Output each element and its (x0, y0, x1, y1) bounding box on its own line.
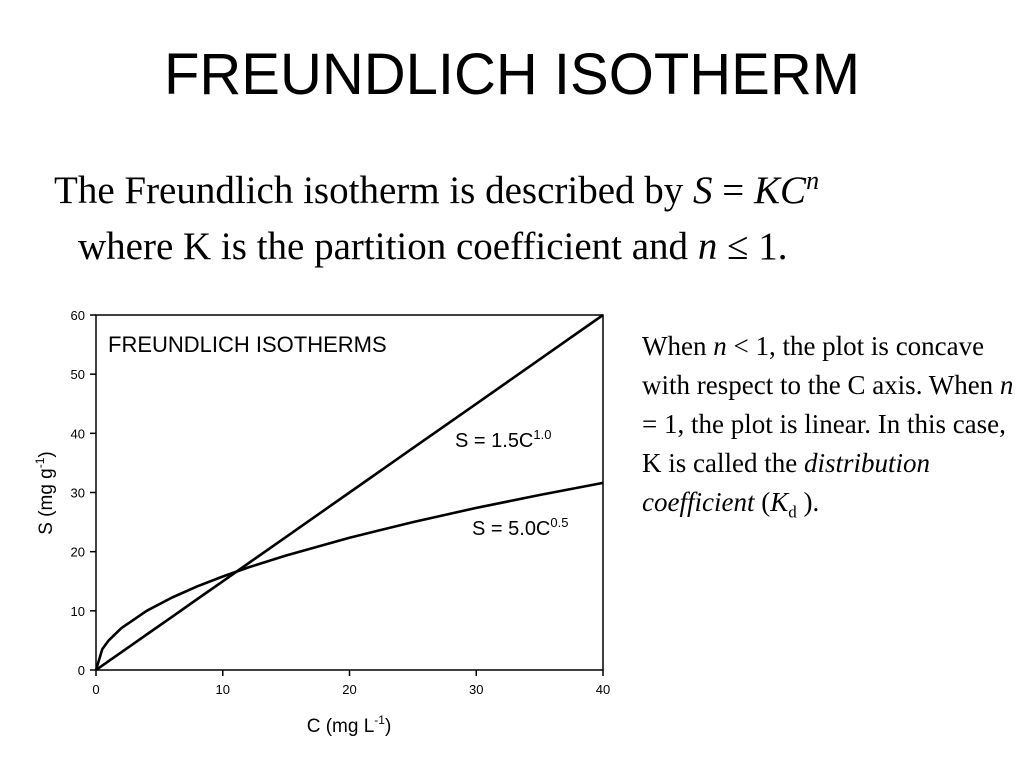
note-term: distribution coefficient (642, 448, 930, 517)
series-label-linear-main: S = 1.5C (455, 430, 534, 452)
series-label-linear-sup: 1.0 (533, 427, 552, 442)
note-k-subscript: d (788, 502, 797, 522)
note-part-1: When (642, 331, 714, 361)
y-axis-label-end: ) (36, 451, 57, 458)
note-part-4: ( (754, 487, 771, 517)
series-line-linear (96, 315, 603, 670)
equation-exponent: n (806, 166, 820, 195)
series-label-linear (455, 427, 551, 452)
note-part-3: = 1, the plot is linear. In this case, K is called the (642, 409, 1006, 478)
x-axis-label-end: ) (384, 716, 392, 737)
y-tick-label: 0 (77, 663, 85, 678)
y-tick-label: 10 (70, 603, 85, 619)
intro-line-1 (54, 158, 819, 214)
x-axis-label-sup: -1 (374, 713, 385, 727)
note-part-5: ). (796, 487, 820, 517)
page-title: FREUNDLICH ISOTHERM (163, 42, 861, 107)
x-tick-label: 0 (92, 682, 100, 697)
x-axis-label (307, 713, 392, 737)
series-lines (96, 315, 603, 670)
n-symbol: n (697, 225, 718, 268)
y-tick-label: 20 (70, 544, 85, 560)
note-n-1: n (713, 331, 727, 361)
intro-text-2: where K is the partition coefficient and (78, 225, 689, 268)
y-tick-label: 50 (70, 367, 85, 383)
n-condition: ≤ 1. (717, 225, 788, 268)
note-n-2: n (999, 370, 1014, 400)
note-part-2: < 1, the plot is concave with respect to the C axis. When (642, 331, 1000, 400)
x-tick-label: 40 (595, 682, 611, 697)
series-label-sqrt (472, 515, 568, 540)
y-tick-label: 30 (70, 485, 85, 501)
x-tick-label: 20 (342, 682, 357, 697)
series-line-sqrt (96, 483, 603, 670)
intro-line-2 (78, 224, 787, 270)
y-axis-label-main: S (mg g (36, 468, 57, 535)
equation-equals: = (712, 169, 755, 212)
y-axis-label-sup: -1 (33, 457, 47, 469)
equation-lhs: S (693, 169, 713, 212)
y-axis-label (33, 451, 57, 535)
explanation-note (642, 327, 1020, 531)
chart-title: FREUNDLICH ISOTHERMS (108, 332, 387, 357)
y-tick-label: 40 (70, 426, 85, 442)
note-k-symbol: K (770, 487, 789, 517)
equation-rhs: KC (754, 169, 807, 212)
x-axis-label-main: C (mg L (306, 716, 375, 737)
x-tick-label: 30 (469, 682, 484, 697)
freundlich-chart (0, 295, 640, 745)
y-tick-label: 60 (70, 308, 85, 323)
intro-text: The Freundlich isotherm is described by (54, 169, 684, 212)
series-label-sqrt-main: S = 5.0C (472, 518, 551, 540)
x-tick-label: 10 (215, 682, 230, 697)
series-label-sqrt-sup: 0.5 (550, 515, 569, 530)
